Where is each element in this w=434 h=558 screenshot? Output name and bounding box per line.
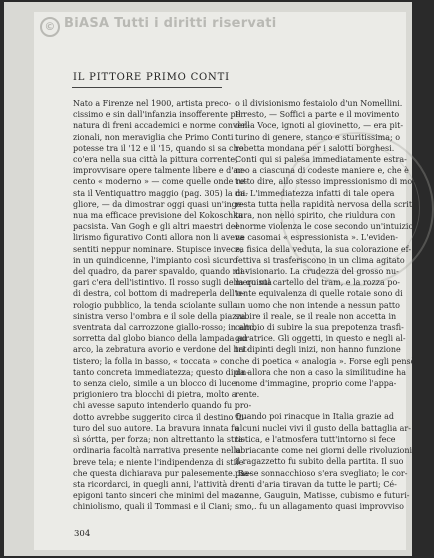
text-line: nua ma efficace previsione del Kokoschka xyxy=(73,211,243,221)
text-line: potesse tra il '12 e il '15, quando si sa che xyxy=(73,143,244,153)
watermark xyxy=(40,16,400,36)
text-line: nome d'immagine, proprio come l'appa- xyxy=(235,379,397,389)
text-line: turo del suo autore. La bravura innata fu xyxy=(73,423,240,433)
text-line: rologio pubblico, la tenda sciolante sulla xyxy=(73,300,238,310)
text-line: turino di genere, stanco e sturitissima; o xyxy=(235,132,401,142)
text-line: tistero; la folla in basso, « toccata » con xyxy=(73,356,235,366)
article-heading: IL PITTORE PRIMO CONTI xyxy=(73,72,230,83)
text-line: natura di freni accademici e norme conven- xyxy=(73,121,250,131)
text-line: di destra, col bottom di madreperla dell'o- xyxy=(73,289,245,299)
text-line: di visionario. La crudezza del grosso nu- xyxy=(235,267,399,277)
text-line: sì sórtta, per forza; non altrettanto la stra- xyxy=(73,435,246,445)
text-line: che di poetica « analogia ». Forse egli pensò xyxy=(235,356,416,366)
text-line: sta il Ventiquattro maggio (pag. 305) la mi- xyxy=(73,188,249,198)
text-line: resta tutta nella rapidità nervosa della scrit- xyxy=(235,199,415,209)
page-number: 304 xyxy=(74,529,91,539)
text-line: ubriacante come nei giorni delle rivoluzioni, xyxy=(235,446,415,456)
text-line: rente. xyxy=(235,390,260,400)
text-line: co'era nella sua città la pittura corrente, xyxy=(73,155,238,165)
text-line: za fisica della veduta, la sua colorazione ef- xyxy=(235,244,412,254)
text-line: sventrata dal carrozzone giallo-rosso; in alto, xyxy=(73,323,257,333)
text-line: to senza cielo, simile a un blocco di luce xyxy=(73,379,237,389)
left-text-column xyxy=(73,98,272,513)
text-line: Il resto, — Soffici a parte e il movimento xyxy=(235,110,400,120)
text-line: Nato a Firenze nel 1900, artista preco- xyxy=(73,99,232,108)
text-line: robetta mondana per i salotti borghesi. xyxy=(235,143,395,153)
text-line: breve tela; e niente l'indipendenza di stile xyxy=(73,457,244,467)
text-line: pacsista. Van Gogh e gli altri maestri del xyxy=(73,222,239,232)
text-line: Conti qui si palesa immediatamente estra- xyxy=(235,155,407,165)
text-line: Quando poi rinacque in Italia grazie ad xyxy=(235,412,394,422)
text-line: gliore, — da dimostrar oggi quasi un'inge- xyxy=(73,199,245,209)
text-line: chi avesse saputo intenderlo quando fu pro- xyxy=(73,401,252,411)
text-line: tutto dire, allo stesso impressionismo di mo- xyxy=(235,177,415,187)
text-line: tistica, e l'atmosfera tutt'intorno si fece xyxy=(235,434,396,444)
text-line: lirismo figurativo Conti allora non li aveva xyxy=(73,233,245,243)
text-line: ordinaria facoltà narrativa presente nella xyxy=(73,446,241,456)
text-line: mero sul cartello del tram, e la rozza po- xyxy=(235,278,400,288)
text-line: fettiva si trasferiscono in un clima agitato xyxy=(235,255,405,265)
text-line: o il divisionismo festaiolo d'un Nomellini. xyxy=(235,99,403,108)
text-line: da allora che non a caso la similitudine ha xyxy=(235,367,407,377)
copyright-icon: © xyxy=(40,17,60,37)
text-line: tura, non nello spirito, che riuldura con xyxy=(235,211,396,221)
text-line: subire il reale, se il reale non accetta in xyxy=(235,311,397,321)
text-line: alcuni nuclei vivi il gusto della battaglia ar- xyxy=(235,423,411,433)
paragraph-gap xyxy=(235,400,387,411)
text-line: renti d'aria tiravan da tutte le parti; Cé- xyxy=(235,479,397,489)
text-line: tanto concreta immediatezza; questo dipin- xyxy=(73,367,249,377)
text-line: guratrice. Gli oggetti, in questo e negli al- xyxy=(235,334,406,344)
heading-underline xyxy=(72,87,222,88)
text-line: da. L'immediatezza infatti di tale opera xyxy=(235,188,395,198)
text-line: cissimo e sin dall'infanzia insofferente per xyxy=(73,110,245,120)
text-line: paese sonnacchioso s'era svegliato; le cor- xyxy=(235,468,408,478)
text-line: cento « moderno » — come quelle onde re- xyxy=(73,177,248,187)
text-line: il ragazzetto fu subito della partita. Il suo xyxy=(235,457,404,467)
text-line: sentiti neppur nominare. Stupisce invece, xyxy=(73,244,243,254)
right-paragraph-1 xyxy=(235,98,416,400)
text-line: prigioniero tra blocchi di pietra, molto a xyxy=(73,390,237,400)
text-line: ne casomai « espressionista ». L'eviden- xyxy=(235,233,398,243)
text-line: che questa dichiarava pur palesemente. Ba- xyxy=(73,468,252,478)
text-line: enorme violenza le cose secondo un'intuizio- xyxy=(235,222,416,232)
text-line: gari c'era dell'istintivo. Il rosso sugli della quinta xyxy=(73,278,272,288)
right-text-column xyxy=(235,98,416,512)
text-line: arco, la zebratura avorio e verdone del bat- xyxy=(73,345,250,355)
text-line: epigoni tanto sinceri che minimi del mac- xyxy=(73,491,242,501)
book-page xyxy=(34,12,416,550)
text-line: chiniolismo, quali il Tommasi e il Ciani; xyxy=(73,502,233,512)
text-line: sta ricordarci, in quegli anni, l'attività di xyxy=(73,479,238,489)
text-line: del quadro, da parer spavaldo, quando ma- xyxy=(73,267,248,277)
text-line: zanne, Gauguin, Matisse, cubismo e futuri- xyxy=(235,490,410,500)
text-line: cambio di subire la sua prepotenza trasfi- xyxy=(235,323,404,333)
text-line: zionali, non meraviglia che Primo Conti xyxy=(73,132,234,142)
text-line: improvvisare opere talmente libere e d'ac- xyxy=(73,166,246,176)
text-line: della Voce, ignoti al giovinetto, — era pit- xyxy=(235,121,404,131)
text-line: in un quindicenne, l'impianto così sicuro xyxy=(73,255,238,265)
text-line: un uomo che non intende a nessun patto xyxy=(235,300,400,310)
scanned-page-background xyxy=(4,2,416,556)
text-line: tente equivalenza di quelle rotaie sono di xyxy=(235,289,403,299)
text-line: dotto avrebbe suggerito circa il destino fu- xyxy=(73,412,247,422)
text-line: sinistra verso l'ombra e il sole della piazza xyxy=(73,311,246,321)
watermark-text: BiASA Tutti i diritti riservati xyxy=(64,16,277,31)
text-line: neo a ciascuna di codeste maniere e, che è xyxy=(235,166,409,176)
right-paragraph-2 xyxy=(235,411,415,512)
text-line: tri dipinti degli inizi, non hanno funzione xyxy=(235,345,401,355)
text-line: smo,. fu un allagamento quasi improvviso xyxy=(235,502,404,512)
text-line: sorretta dal globo bianco della lampada ad xyxy=(73,334,247,344)
